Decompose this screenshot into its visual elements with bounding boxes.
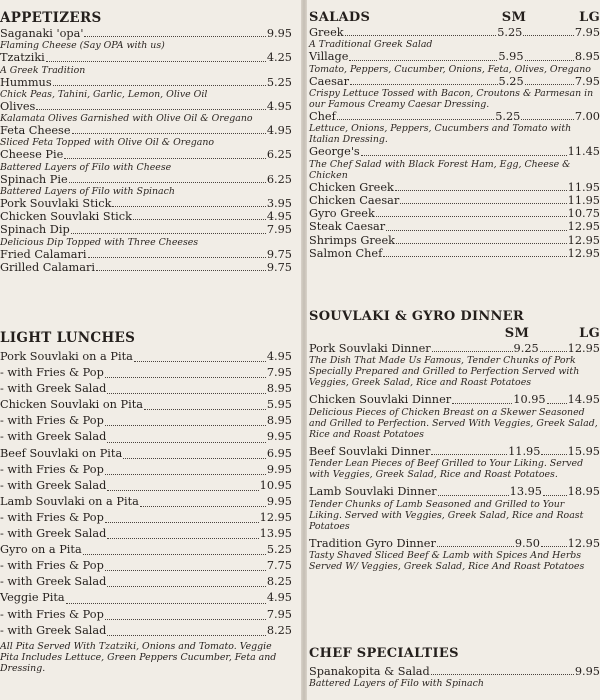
lunch-name: - with Greek Salad [0, 478, 107, 492]
chef-special-price: 9.95 [574, 665, 600, 678]
salad-row [309, 234, 600, 247]
lunch-item [0, 446, 292, 462]
appetizer-item [0, 197, 292, 210]
salad-row [309, 110, 600, 123]
souvlaki-price-lg: 14.95 [567, 393, 600, 407]
appetizer-row [0, 261, 292, 274]
dot-leader [84, 36, 265, 37]
salad-row [309, 220, 600, 233]
souvlaki-section [309, 309, 600, 577]
dot-leader [386, 230, 567, 231]
souvlaki-item [309, 445, 600, 480]
lunch-name: - with Fries & Pop [0, 366, 104, 380]
souvlaki-item [309, 537, 600, 572]
lunch-row [0, 607, 292, 623]
dot-leader [431, 674, 574, 675]
appetizer-row [0, 173, 292, 186]
salad-row [309, 145, 600, 158]
lunch-row [0, 349, 292, 365]
appetizer-name: Fried Calamari [0, 247, 87, 261]
souvlaki-name: Lamb Souvlaki Dinner [309, 485, 437, 499]
lunch-price: 6.95 [266, 446, 292, 460]
dot-leader [88, 257, 266, 258]
lunch-price: 4.95 [266, 591, 292, 605]
lunch-row [0, 623, 292, 639]
salad-price-sm: 5.25 [497, 26, 523, 39]
lunch-row [0, 510, 292, 526]
dot-leader [543, 495, 567, 496]
salad-name: Caesar [309, 74, 349, 88]
salad-description: The Chef Salad with Black Forest Ham, Egg, Cheese & Chicken [309, 158, 571, 181]
pita-note: All Pita Served With Tzatziki, Onions and Tomato. Veggie Pita Includes Lettuce, Green Peppers Cucumber, Feta and Dressing. [0, 640, 277, 674]
salad-price-lg: 12.95 [567, 233, 600, 247]
salad-row [309, 75, 600, 88]
souvlaki-price-sm: 11.95 [508, 444, 541, 458]
dot-leader [107, 635, 265, 636]
salad-item [309, 181, 600, 194]
light-lunches-list [0, 349, 292, 639]
dot-leader [69, 182, 266, 183]
souvlaki-item [309, 393, 600, 439]
lunch-item [0, 558, 292, 574]
lunch-item [0, 365, 292, 381]
dot-leader [345, 35, 497, 36]
lunch-item [0, 381, 292, 397]
lunch-name: - with Fries & Pop [0, 414, 104, 428]
lunch-price: 9.95 [266, 462, 292, 476]
dot-leader [349, 60, 497, 61]
souvlaki-price-sm: 10.95 [513, 393, 546, 407]
salads-section [309, 10, 600, 260]
dot-leader [107, 538, 258, 539]
appetizer-price: 7.95 [266, 223, 292, 237]
lunch-name: - with Greek Salad [0, 575, 107, 589]
dot-leader [452, 403, 512, 404]
lunch-row [0, 526, 292, 542]
souvlaki-price-lg: 12.95 [567, 536, 600, 550]
dot-leader [383, 256, 566, 257]
lunch-price: 7.75 [266, 559, 292, 573]
dot-leader [105, 522, 259, 523]
lunch-name: - with Greek Salad [0, 430, 107, 444]
appetizer-price: 4.25 [266, 51, 292, 65]
appetizer-price: 4.95 [266, 210, 292, 224]
dot-leader [105, 619, 266, 620]
souvlaki-item [309, 342, 600, 388]
chef-heading: CHEF SPECIALTIES [309, 646, 459, 661]
chef-special-row [309, 665, 600, 678]
lunch-item [0, 397, 292, 413]
lunch-item [0, 462, 292, 478]
salad-price-lg: 11.45 [567, 145, 600, 159]
souvlaki-item [309, 485, 600, 531]
lunch-price: 10.95 [259, 478, 292, 492]
chef-special-description: Battered Layers of Filo with Spinach [309, 678, 484, 690]
salad-name: Chicken Greek [309, 180, 394, 194]
appetizer-row [0, 210, 292, 223]
light-lunches-heading: LIGHT LUNCHES [0, 330, 136, 346]
dot-leader [541, 454, 566, 455]
lunch-row [0, 365, 292, 381]
salad-item [309, 234, 600, 247]
souvlaki-price-sm: 9.25 [513, 342, 539, 355]
dot-leader [123, 458, 266, 459]
dot-leader [36, 109, 265, 110]
dot-leader [107, 586, 265, 587]
lunch-price: 8.95 [266, 414, 292, 428]
appetizer-row [0, 100, 292, 113]
lunch-name: Lamb Souvlaki on a Pita [0, 494, 139, 508]
appetizers-list [0, 27, 292, 274]
salad-item [309, 110, 600, 145]
appetizer-name: Saganaki 'opa' [0, 27, 84, 40]
lunch-item [0, 542, 292, 558]
souvlaki-description: Delicious Pieces of Chicken Breast on a Skewer Seasoned and Grilled to Perfection. Served With Veggies, Greek Salad, Rice and Roast Potatoes [309, 406, 598, 440]
salad-price-lg: 11.95 [567, 193, 600, 207]
appetizer-name: Spinach Pie [0, 172, 68, 186]
salads-sm-label: SM [501, 10, 527, 25]
lunch-price: 7.95 [266, 366, 292, 380]
souvlaki-price-lg: 18.95 [567, 485, 600, 499]
salad-name: Greek [309, 26, 344, 39]
appetizer-description: Sliced Feta Topped with Olive Oil & Oregano [0, 137, 215, 149]
appetizer-price: 4.95 [266, 124, 292, 138]
salad-row [309, 194, 600, 207]
dot-leader [437, 546, 514, 547]
lunch-row [0, 590, 292, 606]
lunch-price: 7.95 [266, 607, 292, 621]
appetizer-row [0, 76, 292, 89]
lunch-name: - with Fries & Pop [0, 462, 104, 476]
salad-name: Salmon Chef [309, 246, 383, 260]
lunch-price: 13.95 [259, 527, 292, 541]
lunch-name: - with Greek Salad [0, 527, 107, 541]
salad-row [309, 50, 600, 63]
salad-price-sm: 5.25 [495, 109, 521, 123]
lunch-row [0, 558, 292, 574]
lunch-item [0, 349, 292, 365]
appetizer-row [0, 148, 292, 161]
dot-leader [96, 270, 266, 271]
dot-leader [376, 216, 567, 217]
appetizers-section [0, 10, 292, 274]
salad-price-lg: 10.75 [567, 207, 600, 221]
salad-price-lg: 7.95 [574, 26, 600, 39]
lunch-name: - with Fries & Pop [0, 510, 104, 524]
salad-name: Steak Caesar [309, 220, 386, 234]
appetizer-description: Flaming Cheese (Say OPA with us) [0, 40, 165, 52]
dot-leader [53, 85, 266, 86]
appetizer-name: Grilled Calamari [0, 260, 95, 274]
salad-name: Chef [309, 109, 336, 123]
dot-leader [144, 409, 266, 410]
lunch-row [0, 397, 292, 413]
lunch-name: Beef Souvlaki on Pita [0, 446, 123, 460]
lunch-item [0, 413, 292, 429]
dot-leader [133, 219, 266, 220]
lunch-name: Veggie Pita [0, 591, 65, 605]
lunch-row [0, 413, 292, 429]
dot-leader [396, 243, 567, 244]
chef-list [309, 665, 600, 689]
lunch-row [0, 478, 292, 494]
appetizer-item [0, 100, 292, 124]
appetizer-name: Olives [0, 99, 36, 113]
salad-name: Village [309, 50, 349, 64]
dot-leader [521, 119, 573, 120]
lunch-item [0, 494, 292, 510]
dot-leader [112, 206, 265, 207]
souvlaki-lg-label: LG [579, 326, 600, 341]
dot-leader [432, 351, 513, 352]
souvlaki-sm-label: SM [504, 326, 530, 341]
dot-leader [107, 490, 258, 491]
appetizer-price: 3.95 [266, 197, 292, 211]
appetizer-item [0, 148, 292, 172]
dot-leader [134, 361, 266, 362]
dot-leader [431, 454, 507, 455]
salads-size-labels [494, 10, 600, 25]
appetizer-price: 9.95 [266, 27, 292, 40]
appetizer-item [0, 210, 292, 223]
lunch-name: Gyro on a Pita [0, 543, 82, 557]
appetizer-name: Hummus [0, 75, 52, 89]
souvlaki-price-lg: 15.95 [567, 444, 600, 458]
dot-leader [140, 506, 266, 507]
salad-description: Crispy Lettuce Tossed with Bacon, Croutons & Parmesan in our Famous Creamy Caesar Dressing. [309, 87, 594, 110]
appetizer-price: 9.75 [266, 260, 292, 274]
appetizer-item [0, 248, 292, 261]
appetizer-row [0, 124, 292, 137]
appetizer-description: Kalamata Olives Garnished with Olive Oil & Oregano [0, 113, 253, 125]
souvlaki-row [309, 485, 600, 498]
lunch-row [0, 494, 292, 510]
salad-row [309, 26, 600, 39]
lunch-price: 8.25 [266, 575, 292, 589]
salad-price-lg: 8.95 [574, 50, 600, 64]
salad-price-lg: 11.95 [567, 180, 600, 194]
dot-leader [525, 60, 574, 61]
appetizer-row [0, 223, 292, 236]
appetizer-name: Spinach Dip [0, 223, 70, 237]
dot-leader [400, 203, 566, 204]
dot-leader [71, 233, 266, 234]
salad-description: Tomato, Peppers, Cucumber, Onions, Feta, Olives, Oregano [309, 63, 591, 75]
chef-section [309, 646, 600, 689]
lunch-name: - with Fries & Pop [0, 559, 104, 573]
souvlaki-name: Tradition Gyro Dinner [309, 536, 436, 550]
dot-leader [361, 155, 567, 156]
souvlaki-list [309, 342, 600, 572]
dot-leader [64, 158, 266, 159]
dot-leader [438, 495, 509, 496]
salad-price-lg: 12.95 [567, 246, 600, 260]
appetizer-item [0, 173, 292, 197]
appetizer-name: Tzatziki [0, 51, 45, 65]
souvlaki-description: The Dish That Made Us Famous, Tender Chunks of Pork Specially Prepared and Grilled to Perfection Served with Veggies, Greek Salad, Rice and Roast Potatoes [309, 355, 580, 389]
souvlaki-row [309, 445, 600, 458]
salad-row [309, 181, 600, 194]
lunch-price: 8.25 [266, 623, 292, 637]
dot-leader [525, 84, 574, 85]
appetizer-name: Feta Cheese [0, 124, 71, 138]
lunch-price: 9.95 [266, 494, 292, 508]
souvlaki-description: Tasty Shaved Sliced Beef & Lamb with Spices And Herbs Served W/ Veggies, Greek Salad, Rice And Roast Potatoes [309, 550, 585, 573]
appetizer-price: 5.25 [266, 75, 292, 89]
dot-leader [547, 403, 567, 404]
lunch-row [0, 574, 292, 590]
dot-leader [105, 425, 266, 426]
souvlaki-row [309, 342, 600, 355]
appetizer-description: Delicious Dip Topped with Three Cheeses [0, 236, 199, 248]
salad-row [309, 207, 600, 220]
salad-item [309, 220, 600, 233]
salad-price-sm: 5.95 [498, 50, 524, 64]
lunch-price: 8.95 [266, 382, 292, 396]
salad-item [309, 247, 600, 260]
appetizer-price: 9.75 [266, 247, 292, 261]
lunch-price: 12.95 [259, 510, 292, 524]
souvlaki-name: Chicken Souvlaki Dinner [309, 393, 452, 407]
appetizer-item [0, 27, 292, 51]
salad-item [309, 145, 600, 180]
dot-leader [46, 61, 266, 62]
dot-leader [83, 554, 266, 555]
lunch-price: 4.95 [266, 350, 292, 363]
dot-leader [350, 84, 498, 85]
souvlaki-row [309, 537, 600, 550]
light-lunches-section [0, 330, 292, 674]
salad-item [309, 194, 600, 207]
souvlaki-price-sm: 13.95 [509, 485, 542, 499]
salad-item [309, 50, 600, 74]
salad-description: A Traditional Greek Salad [309, 39, 433, 51]
appetizer-name: Chicken Souvlaki Stick [0, 210, 132, 224]
souvlaki-name: Pork Souvlaki Dinner [309, 342, 431, 355]
lunch-item [0, 574, 292, 590]
appetizer-description: A Greek Tradition [0, 64, 86, 76]
lunch-item [0, 590, 292, 606]
salad-row [309, 247, 600, 260]
appetizer-description: Chick Peas, Tahini, Garlic, Lemon, Olive Oil [0, 88, 208, 100]
souvlaki-description: Tender Chunks of Lamb Seasoned and Grilled to Your Liking. Served with Veggies, Greek Salad, Rice and Roast Potatoes [309, 498, 584, 532]
appetizer-row [0, 27, 292, 40]
appetizer-row [0, 197, 292, 210]
lunch-name: - with Fries & Pop [0, 607, 104, 621]
souvlaki-price-sm: 9.50 [514, 536, 540, 550]
lunch-price: 5.95 [266, 398, 292, 412]
lunch-name: - with Greek Salad [0, 382, 107, 396]
appetizer-item [0, 76, 292, 100]
salad-item [309, 75, 600, 110]
appetizer-item [0, 223, 292, 247]
appetizer-item [0, 51, 292, 75]
salad-price-lg: 12.95 [567, 220, 600, 234]
lunch-row [0, 429, 292, 445]
dot-leader [395, 190, 567, 191]
lunch-row [0, 542, 292, 558]
lunch-name: Pork Souvlaki on a Pita [0, 350, 133, 363]
appetizer-row [0, 51, 292, 64]
salads-list [309, 26, 600, 260]
appetizer-description: Battered Layers of Filo with Cheese [0, 161, 172, 173]
lunch-price: 5.25 [266, 543, 292, 557]
appetizer-item [0, 261, 292, 274]
lunch-price: 9.95 [266, 430, 292, 444]
dot-leader [540, 351, 567, 352]
lunch-item [0, 526, 292, 542]
chef-special-name: Spanakopita & Salad [309, 665, 430, 678]
lunch-row [0, 462, 292, 478]
lunch-item [0, 607, 292, 623]
lunch-row [0, 381, 292, 397]
column-divider [301, 0, 307, 700]
salad-name: George's [309, 145, 360, 159]
dot-leader [105, 474, 266, 475]
chef-special-item [309, 665, 600, 689]
salad-name: Shrimps Greek [309, 233, 396, 247]
lunch-name: - with Greek Salad [0, 623, 107, 637]
salad-name: Gyro Greek [309, 207, 375, 221]
appetizer-description: Battered Layers of Filo with Spinach [0, 185, 175, 197]
appetizer-row [0, 248, 292, 261]
salads-heading: SALADS SM LG [309, 10, 600, 25]
salad-description: Lettuce, Onions, Peppers, Cucumbers and Tomato with Italian Dressing. [309, 123, 572, 146]
dot-leader [337, 119, 494, 120]
appetizer-item [0, 124, 292, 148]
lunch-item [0, 429, 292, 445]
souvlaki-price-lg: 12.95 [567, 342, 600, 355]
salad-price-lg: 7.00 [574, 109, 600, 123]
dot-leader [523, 35, 574, 36]
salads-lg-label: LG [579, 10, 600, 25]
salad-price-lg: 7.95 [574, 74, 600, 88]
appetizer-price: 6.25 [266, 172, 292, 186]
souvlaki-size-labels [309, 326, 600, 341]
appetizer-price: 4.95 [266, 99, 292, 113]
appetizer-name: Pork Souvlaki Stick [0, 197, 112, 211]
salad-item [309, 207, 600, 220]
lunch-item [0, 510, 292, 526]
dot-leader [72, 133, 266, 134]
salad-price-sm: 5.25 [498, 74, 524, 88]
salad-name: Chicken Caesar [309, 193, 400, 207]
lunch-row [0, 446, 292, 462]
lunch-item [0, 623, 292, 639]
souvlaki-heading: SOUVLAKI & GYRO DINNER [309, 309, 524, 324]
souvlaki-row [309, 393, 600, 406]
salad-item [309, 26, 600, 50]
dot-leader [105, 570, 266, 571]
dot-leader [105, 377, 266, 378]
appetizers-heading: APPETIZERS [0, 10, 102, 26]
appetizer-name: Cheese Pie [0, 148, 64, 162]
souvlaki-description: Tender Lean Pieces of Beef Grilled to Your Liking. Served with Veggies, Greek Salad, Rice and Roast Potatoes. [309, 458, 584, 481]
dot-leader [107, 442, 265, 443]
dot-leader [541, 546, 567, 547]
lunch-name: Chicken Souvlaki on Pita [0, 398, 144, 412]
dot-leader [107, 393, 265, 394]
lunch-item [0, 478, 292, 494]
appetizer-price: 6.25 [266, 148, 292, 162]
souvlaki-name: Beef Souvlaki Dinner [309, 444, 431, 458]
dot-leader [66, 603, 266, 604]
